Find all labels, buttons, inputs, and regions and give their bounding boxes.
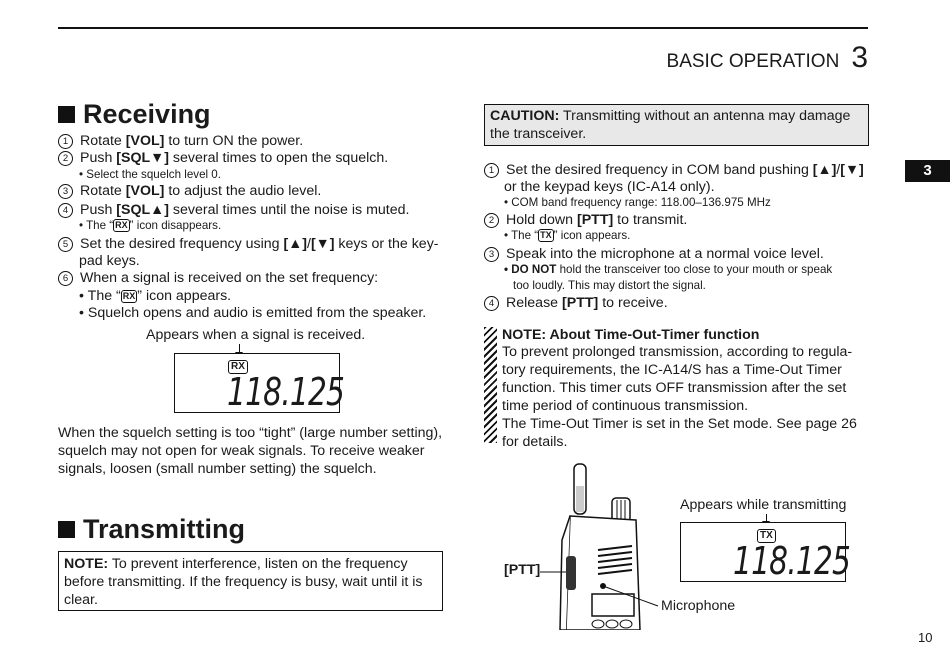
microphone-label: Microphone xyxy=(661,598,736,614)
step-text: / xyxy=(306,236,311,252)
note-hatch-bar xyxy=(484,327,497,443)
note-line: before transmitting. If the frequency is busy, wait until it is xyxy=(64,574,423,590)
section-title: BASIC OPERATION xyxy=(666,51,840,72)
side-tab-label: 3 xyxy=(923,162,932,179)
note-text: hold the transceiver too close to your mouth or speak xyxy=(556,263,833,276)
step-number: 3 xyxy=(58,184,73,199)
step-4-note xyxy=(79,219,221,232)
transceiver-illustration xyxy=(540,460,670,630)
transmit-note-box xyxy=(58,551,443,611)
step-6-bullet-2: • Squelch opens and audio is emitted from the speaker. xyxy=(79,305,427,321)
tot-line: function. This timer cuts OFF transmission after the set xyxy=(502,380,847,396)
rx-indicator: RX xyxy=(228,360,248,374)
receiving-step-1 xyxy=(58,133,303,150)
side-tab xyxy=(905,160,950,182)
step-text: to transmit. xyxy=(613,212,688,228)
vol-key-label: [VOL] xyxy=(125,183,165,199)
caution-line: Transmitting without an antenna may damage xyxy=(559,108,851,124)
step-number: 6 xyxy=(58,271,73,286)
step-text: Rotate xyxy=(80,183,126,199)
rx-icon: RX xyxy=(122,291,136,301)
transmit-step-1: 1 Set the desired frequency in COM band pushing [▲]/[▼] xyxy=(484,162,864,179)
receiving-title: Receiving xyxy=(83,99,211,129)
do-not-label: • DO NOT xyxy=(504,263,557,276)
note-line: clear. xyxy=(64,592,98,608)
step-number: 4 xyxy=(484,296,499,311)
up-key-label: [▲] xyxy=(812,162,837,178)
ptt-key-label: [PTT] xyxy=(576,212,614,228)
heading-square-icon xyxy=(58,106,75,123)
step-text: Speak into the microphone at a normal voice level. xyxy=(506,246,824,262)
receiving-heading xyxy=(58,99,211,130)
up-key-label: [▲] xyxy=(283,236,307,252)
step-text: Set the desired frequency in COM band pushing xyxy=(506,162,813,178)
step-5-continuation: pad keys. xyxy=(79,253,140,269)
tx-figure-caption: Appears while transmitting xyxy=(680,497,847,513)
transmitting-heading xyxy=(58,514,245,545)
down-key-label: [▼] xyxy=(840,162,864,178)
step-text: Push xyxy=(80,150,117,166)
step-6-bullet-1 xyxy=(79,288,231,304)
tx-icon: TX xyxy=(540,230,552,240)
transmit-step-2 xyxy=(484,212,687,229)
vol-key-label: [VOL] xyxy=(125,133,165,149)
sql-up-key-label: [SQL▲] xyxy=(116,202,169,218)
transmit-step-4 xyxy=(484,295,668,312)
lcd-frequency: 118.125 xyxy=(733,539,851,583)
receiving-step-5 xyxy=(58,236,439,253)
caution-line: the transceiver. xyxy=(490,126,587,142)
receiving-step-2 xyxy=(58,150,388,167)
tot-line: tory requirements, the IC-A14/S has a Time-Out Timer xyxy=(502,362,842,378)
squelch-paragraph xyxy=(58,424,442,478)
step-2-tx-note xyxy=(504,229,630,242)
step-3-note-continuation: too loudly. This may distort the signal. xyxy=(513,279,706,292)
rx-lcd-display xyxy=(174,353,345,414)
tx-lcd-display xyxy=(680,522,851,583)
step-number: 5 xyxy=(58,237,73,252)
step-number: 2 xyxy=(484,213,499,228)
step-text: to receive. xyxy=(598,295,668,311)
note-text: ” icon appears. xyxy=(137,288,232,304)
ptt-label: [PTT] xyxy=(504,562,541,578)
step-2-note: • Select the squelch level 0. xyxy=(79,168,221,181)
note-label: NOTE: xyxy=(64,556,109,572)
page-header xyxy=(667,41,868,75)
heading-square-icon xyxy=(58,521,75,538)
transmit-step-3 xyxy=(484,246,824,263)
step-number: 4 xyxy=(58,203,73,218)
tot-line: To prevent prolonged transmission, according to regula- xyxy=(502,344,853,360)
rx-figure-caption: Appears when a signal is received. xyxy=(146,327,366,343)
lcd-frequency: 118.125 xyxy=(227,370,345,414)
step-number: 2 xyxy=(58,151,73,166)
step-text: several times until the noise is muted. xyxy=(168,202,410,218)
tot-line: for details. xyxy=(502,434,568,450)
header-rule xyxy=(58,27,868,29)
note-text: • The “ xyxy=(79,288,121,304)
step-number: 1 xyxy=(58,134,73,149)
note-text: ” icon disappears. xyxy=(129,219,222,232)
step-1-note: • COM band frequency range: 118.00–136.975 MHz xyxy=(504,196,771,209)
step-1-continuation: or the keypad keys (IC-A14 only). xyxy=(504,179,715,195)
receiving-step-6 xyxy=(58,270,378,287)
caution-box xyxy=(484,104,869,146)
rx-icon: RX xyxy=(115,220,128,230)
step-number: 1 xyxy=(484,163,499,178)
caution-label: CAUTION: xyxy=(490,108,560,124)
tot-note-body xyxy=(502,343,869,451)
step-text: several times to open the squelch. xyxy=(168,150,389,166)
step-text: Rotate xyxy=(80,133,126,149)
step-text: Push xyxy=(80,202,117,218)
section-number: 3 xyxy=(851,41,868,74)
step-3-note xyxy=(504,263,832,276)
step-text: Set the desired frequency using xyxy=(80,236,284,252)
receiving-step-4 xyxy=(58,202,409,219)
note-text: • The “ xyxy=(504,229,539,242)
paragraph-line: signals, loosen (small number setting) the squelch. xyxy=(58,461,377,477)
page-number: 10 xyxy=(918,630,933,645)
paragraph-line: squelch may not open for weak signals. To receive weaker xyxy=(58,443,425,459)
step-number: 3 xyxy=(484,247,499,262)
step-text: Release xyxy=(506,295,562,311)
paragraph-line: When the squelch setting is too “tight” (large number setting), xyxy=(58,425,443,441)
sql-down-key-label: [SQL▼] xyxy=(116,150,169,166)
tot-line: time period of continuous transmission. xyxy=(502,398,749,414)
receiving-step-3 xyxy=(58,183,321,200)
transmitting-title: Transmitting xyxy=(83,514,246,544)
tot-note-title: NOTE: About Time-Out-Timer function xyxy=(502,327,760,343)
down-key-label: [▼] xyxy=(310,236,335,252)
note-text: • The “ xyxy=(79,219,114,232)
step-text: When a signal is received on the set frequency: xyxy=(80,270,379,286)
step-text: to turn ON the power. xyxy=(164,133,304,149)
note-line: To prevent interference, listen on the frequency xyxy=(108,556,408,572)
tot-line: The Time-Out Timer is set in the Set mode. See page 26 xyxy=(502,416,857,432)
note-text: ” icon appears. xyxy=(553,229,631,242)
tx-indicator: TX xyxy=(757,529,776,543)
step-text: keys or the key- xyxy=(334,236,439,252)
step-text: Hold down xyxy=(506,212,577,228)
step-text: to adjust the audio level. xyxy=(164,183,322,199)
ptt-key-label: [PTT] xyxy=(562,295,599,311)
